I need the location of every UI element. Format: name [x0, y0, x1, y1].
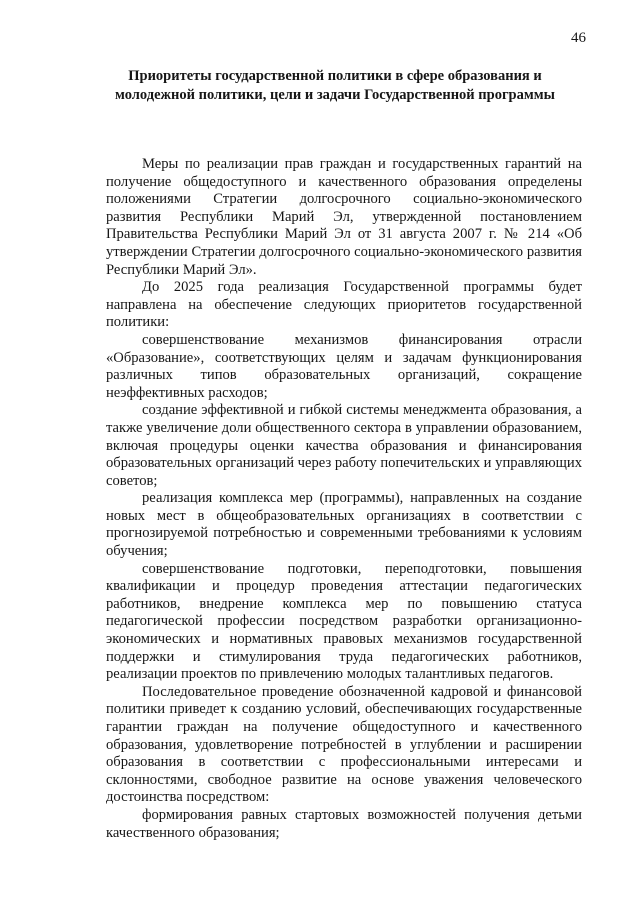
- section-title: Приоритеты государственной политики в сфере образования и молодежной политики, цели и задачи Государственной программы: [115, 68, 555, 103]
- page-number: 46: [571, 30, 586, 46]
- paragraph: формирования равных стартовых возможностей получения детьми качественного образования;: [106, 806, 582, 841]
- paragraph: совершенствование подготовки, переподготовки, повышения квалификации и процедур проведения аттестации педагогических работников, внедрение комплекса мер по повышению статуса педагогической профессии посредством разработки организационно-экономических и нормативных правовых механизмов государственной поддержки и стимулирования труда педагогических работников, реализации проектов по привлечению молодых талантливых педагогов.: [106, 560, 582, 683]
- paragraph: Последовательное проведение обозначенной кадровой и финансовой политики приведет к созданию условий, обеспечивающих государственные гарантии граждан на получение общедоступного и качественного образования, удовлетворение потребностей в углублении и расширении образования в соответствии с профессиональными интересами и склонностями, свободное развитие на основе уважения человеческого достоинства посредством:: [106, 683, 582, 806]
- paragraph: создание эффективной и гибкой системы менеджмента образования, а также увеличение доли общественного сектора в управлении образованием, включая процедуры оценки качества образования и финансирования образовательных организаций через работу попечительских и управляющих советов;: [106, 402, 582, 489]
- body-text: [106, 156, 582, 842]
- paragraph: совершенствование механизмов финансирования отрасли «Образование», соответствующих целям и задачам функционирования различных типов образовательных организаций, сокращение неэффективных расходов;: [106, 331, 582, 401]
- paragraph: Меры по реализации прав граждан и государственных гарантий на получение общедоступного и качественного образования определены положениями Стратегии долгосрочного социально-экономического развития Республики Марий Эл, утвержденной постановлением Правительства Республики Марий Эл от 31 августа 2007 г. № 214 «Об утверждении Стратегии долгосрочного социально-экономического развития Республики Марий Эл».: [106, 156, 582, 278]
- paragraph: реализация комплекса мер (программы), направленных на создание новых мест в общеобразовательных организациях в соответствии с прогнозируемой потребностью и современными требованиями к условиям обучения;: [106, 490, 582, 560]
- paragraph: До 2025 года реализация Государственной программы будет направлена на обеспечение следующих приоритетов государственной политики:: [106, 279, 582, 331]
